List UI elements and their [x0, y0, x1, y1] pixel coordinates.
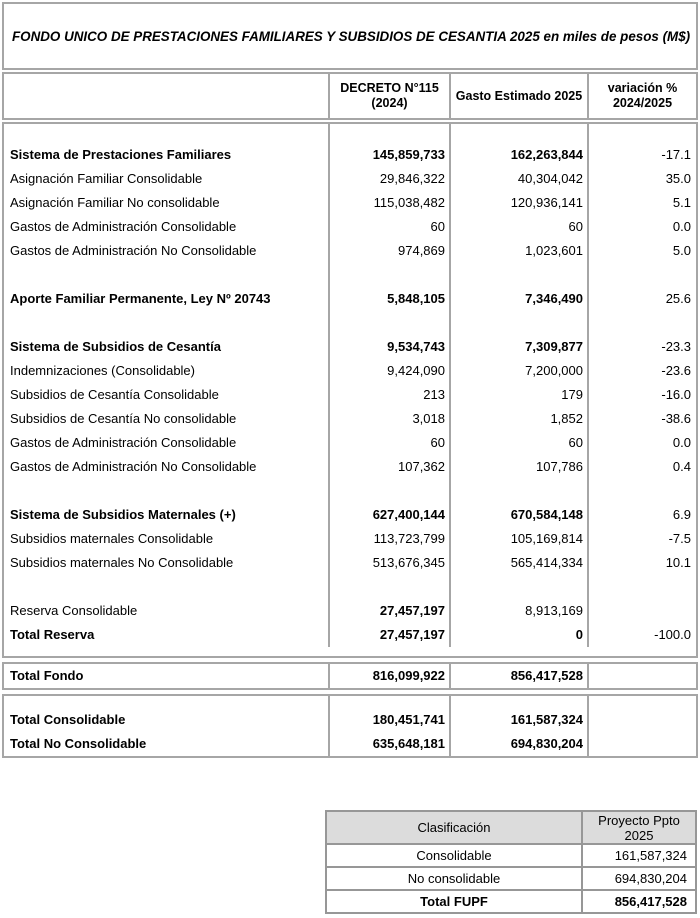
value-gasto-2025: 161,587,324 [451, 708, 589, 732]
table-row [4, 599, 696, 623]
value-gasto-2025: 120,936,141 [451, 191, 589, 215]
value-decreto-2024: 27,457,197 [330, 623, 451, 647]
row-label: Sistema de Subsidios de Cesantía [4, 335, 330, 359]
value-variacion: -16.0 [661, 387, 691, 402]
table-row [4, 455, 696, 479]
totals-section [2, 694, 698, 758]
summary-row-value: 161,587,324 [614, 848, 687, 863]
value-variacion [589, 664, 696, 688]
table-row [4, 191, 696, 215]
value-variacion [589, 599, 696, 623]
value-decreto-2024 [330, 479, 451, 503]
spacer-row [4, 575, 696, 599]
table-row [4, 335, 696, 359]
table-row [4, 239, 696, 263]
value-variacion: -38.6 [661, 411, 691, 426]
value-variacion [589, 696, 696, 708]
value-decreto-2024 [330, 311, 451, 335]
value-variacion: -7.5 [668, 531, 691, 546]
document-title: FONDO UNICO DE PRESTACIONES FAMILIARES Y SUBSIDIOS DE CESANTIA 2025 en miles de pesos (M$) [12, 28, 691, 44]
summary-row-label: No consolidable [327, 868, 583, 889]
row-label: Sistema de Prestaciones Familiares [4, 143, 330, 167]
table-row [4, 431, 696, 455]
value-variacion: 0.0 [672, 435, 691, 450]
value-variacion: 5.0 [672, 243, 691, 258]
summary-header-proyecto-line2: 2025 [624, 827, 654, 843]
value-variacion: -23.6 [661, 363, 691, 378]
table-header-row [2, 72, 698, 120]
value-variacion: 10.1 [665, 555, 691, 570]
value-decreto-2024: 9,424,090 [330, 359, 451, 383]
row-label [4, 575, 330, 599]
row-label: Total Fondo [4, 664, 330, 688]
value-decreto-2024: 60 [330, 431, 451, 455]
value-gasto-2025: 107,786 [451, 455, 589, 479]
header-decreto-2024 [330, 74, 451, 118]
value-variacion: 0.4 [672, 459, 691, 474]
value-decreto-2024: 3,018 [330, 407, 451, 431]
row-label: Indemnizaciones (Consolidable) [4, 359, 330, 383]
summary-table [325, 810, 697, 914]
value-gasto-2025 [451, 124, 589, 143]
summary-header-proyecto-line1: Proyecto Ppto [598, 812, 680, 828]
value-gasto-2025: 1,852 [451, 407, 589, 431]
table-row [4, 732, 696, 756]
header-empty-cell [4, 74, 330, 118]
value-decreto-2024: 9,534,743 [330, 335, 451, 359]
value-gasto-2025: 565,414,334 [451, 551, 589, 575]
value-decreto-2024: 29,846,322 [330, 167, 451, 191]
table-row [4, 167, 696, 191]
value-variacion: 5.1 [672, 195, 691, 210]
row-label: Subsidios maternales No Consolidable [4, 551, 330, 575]
value-decreto-2024: 27,457,197 [330, 599, 451, 623]
value-decreto-2024: 513,676,345 [330, 551, 451, 575]
value-variacion: -100.0 [654, 627, 691, 642]
value-gasto-2025: 7,346,490 [451, 287, 589, 311]
value-variacion: 35.0 [665, 171, 691, 186]
value-gasto-2025: 40,304,042 [451, 167, 589, 191]
row-label [4, 263, 330, 287]
summary-header-clasificacion: Clasificación [327, 812, 583, 843]
header-decreto-line1: DECRETO N°115 [340, 81, 439, 95]
value-gasto-2025 [451, 479, 589, 503]
row-label: Gastos de Administración Consolidable [4, 215, 330, 239]
value-decreto-2024: 115,038,482 [330, 191, 451, 215]
row-label: Asignación Familiar Consolidable [4, 167, 330, 191]
header-gasto-estimado-2025 [451, 74, 589, 118]
table-body [2, 122, 698, 658]
row-label: Sistema de Subsidios Maternales (+) [4, 503, 330, 527]
value-gasto-2025: 60 [451, 431, 589, 455]
summary-row-value: 856,417,528 [614, 894, 687, 909]
value-decreto-2024: 5,848,105 [330, 287, 451, 311]
value-decreto-2024: 180,451,741 [330, 708, 451, 732]
summary-row-label: Consolidable [327, 845, 583, 866]
header-decreto-line2: (2024) [371, 96, 408, 110]
value-decreto-2024: 107,362 [330, 455, 451, 479]
summary-row-label: Total FUPF [327, 891, 583, 912]
table-row [4, 287, 696, 311]
total-fondo-band [2, 662, 698, 690]
value-gasto-2025: 162,263,844 [451, 143, 589, 167]
row-label [4, 311, 330, 335]
table-row [4, 503, 696, 527]
value-gasto-2025: 0 [451, 623, 589, 647]
value-decreto-2024 [330, 575, 451, 599]
value-decreto-2024: 145,859,733 [330, 143, 451, 167]
header-variacion-line2: 2024/2025 [612, 96, 673, 110]
header-variacion [589, 74, 696, 118]
value-variacion: -17.1 [661, 147, 691, 162]
value-variacion: 25.6 [665, 291, 691, 306]
value-decreto-2024: 974,869 [330, 239, 451, 263]
row-label: Total Reserva [4, 623, 330, 647]
value-variacion [589, 575, 696, 599]
summary-rows [327, 845, 695, 912]
table-row [4, 708, 696, 732]
value-gasto-2025: 856,417,528 [451, 664, 589, 688]
spacer-row [4, 479, 696, 503]
value-variacion: 0.0 [672, 219, 691, 234]
value-gasto-2025 [451, 311, 589, 335]
table-row [4, 664, 696, 688]
value-gasto-2025: 7,200,000 [451, 359, 589, 383]
value-gasto-2025: 1,023,601 [451, 239, 589, 263]
table-row [4, 551, 696, 575]
summary-header-row [327, 812, 695, 845]
spacer-row [4, 263, 696, 287]
table-row [4, 143, 696, 167]
value-gasto-2025: 7,309,877 [451, 335, 589, 359]
row-label: Gastos de Administración No Consolidable [4, 239, 330, 263]
table-row [4, 383, 696, 407]
value-gasto-2025: 694,830,204 [451, 732, 589, 756]
row-label: Gastos de Administración Consolidable [4, 431, 330, 455]
header-variacion-line1: variación % [607, 81, 678, 95]
title-box [2, 2, 698, 70]
row-label: Reserva Consolidable [4, 599, 330, 623]
value-decreto-2024 [330, 696, 451, 708]
value-gasto-2025: 105,169,814 [451, 527, 589, 551]
table-row [4, 407, 696, 431]
value-gasto-2025 [451, 263, 589, 287]
summary-row [327, 889, 695, 912]
row-label: Subsidios de Cesantía No consolidable [4, 407, 330, 431]
value-variacion [589, 124, 696, 143]
value-variacion [589, 708, 696, 732]
spacer-row [4, 311, 696, 335]
summary-header-proyecto-ppto [583, 812, 695, 843]
row-label [4, 479, 330, 503]
table-row [4, 623, 696, 647]
row-label: Asignación Familiar No consolidable [4, 191, 330, 215]
row-label [4, 124, 330, 143]
table-row [4, 359, 696, 383]
value-gasto-2025 [451, 696, 589, 708]
value-decreto-2024 [330, 263, 451, 287]
row-label [4, 696, 330, 708]
value-variacion: 6.9 [672, 507, 691, 522]
row-label: Total No Consolidable [4, 732, 330, 756]
value-variacion [589, 479, 696, 503]
value-decreto-2024: 635,648,181 [330, 732, 451, 756]
value-variacion [589, 263, 696, 287]
summary-row [327, 845, 695, 866]
summary-row-value: 694,830,204 [614, 871, 687, 886]
spacer-row [4, 124, 696, 143]
value-gasto-2025: 179 [451, 383, 589, 407]
spacer-row [4, 696, 696, 708]
value-gasto-2025: 60 [451, 215, 589, 239]
table-row [4, 527, 696, 551]
value-variacion [589, 311, 696, 335]
value-decreto-2024: 627,400,144 [330, 503, 451, 527]
row-label: Gastos de Administración No Consolidable [4, 455, 330, 479]
value-decreto-2024: 60 [330, 215, 451, 239]
value-gasto-2025 [451, 575, 589, 599]
value-decreto-2024: 113,723,799 [330, 527, 451, 551]
row-label: Subsidios de Cesantía Consolidable [4, 383, 330, 407]
value-gasto-2025: 8,913,169 [451, 599, 589, 623]
value-variacion [589, 732, 696, 756]
summary-row [327, 866, 695, 889]
row-label: Subsidios maternales Consolidable [4, 527, 330, 551]
row-label: Total Consolidable [4, 708, 330, 732]
value-decreto-2024: 816,099,922 [330, 664, 451, 688]
value-gasto-2025: 670,584,148 [451, 503, 589, 527]
value-decreto-2024: 213 [330, 383, 451, 407]
row-label: Aporte Familiar Permanente, Ley Nº 20743 [4, 287, 330, 311]
value-variacion: -23.3 [661, 339, 691, 354]
header-gasto-line1: Gasto Estimado 2025 [455, 88, 583, 103]
value-decreto-2024 [330, 124, 451, 143]
table-row [4, 215, 696, 239]
